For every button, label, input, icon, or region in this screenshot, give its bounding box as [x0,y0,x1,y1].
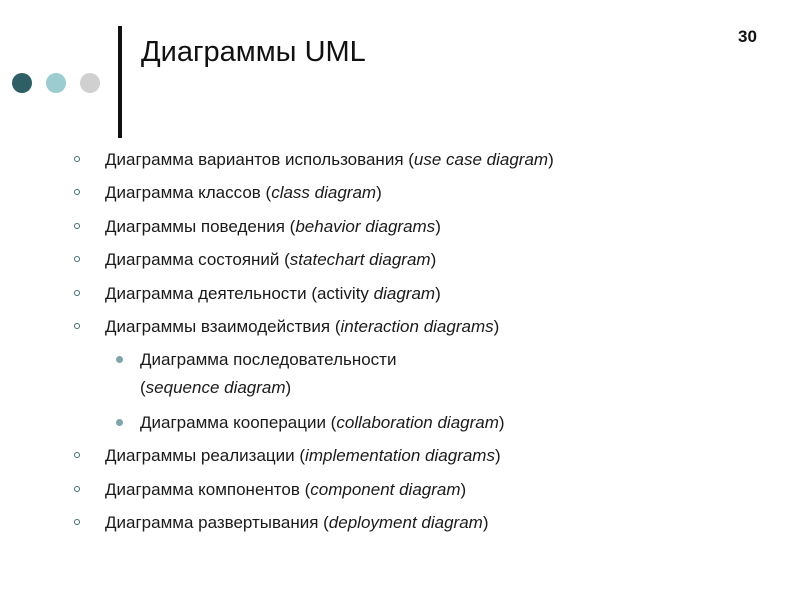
bullet-icon [74,223,80,229]
bullet-icon [74,156,80,162]
sub-bullet-icon [116,356,123,363]
bullet-icon [74,290,80,296]
title-divider-bar [118,26,122,138]
list-item: Диаграмма состояний (statechart diagram) [105,246,436,274]
gray-dot-icon [80,73,100,93]
list-item: Диаграммы взаимодействия (interaction diagrams) [105,313,499,341]
bullet-icon [74,323,80,329]
bullet-icon [74,452,80,458]
decorative-dots [12,72,114,94]
slide-title: Диаграммы UML [141,36,366,68]
bullet-icon [74,256,80,262]
bullet-icon [74,519,80,525]
dark-teal-dot-icon [12,73,32,93]
list-item: Диаграммы поведения (behavior diagrams) [105,213,441,241]
list-item: Диаграмма развертывания (deployment diagram) [105,509,489,537]
list-item: Диаграмма деятельности (activity diagram) [105,280,441,308]
bullet-icon [74,189,80,195]
bullet-icon [74,486,80,492]
list-item: Диаграмма компонентов (component diagram) [105,476,466,504]
list-item: Диаграммы реализации (implementation diagrams) [105,442,501,470]
light-teal-dot-icon [46,73,66,93]
list-item: Диаграмма вариантов использования (use case diagram) [105,146,554,174]
sub-list-item: Диаграмма последовательности (sequence diagram) [140,346,396,402]
sub-list-item: Диаграмма кооперации (collaboration diagram) [140,409,505,437]
list-item: Диаграмма классов (class diagram) [105,179,382,207]
page-number: 30 [738,27,757,46]
sub-bullet-icon [116,419,123,426]
